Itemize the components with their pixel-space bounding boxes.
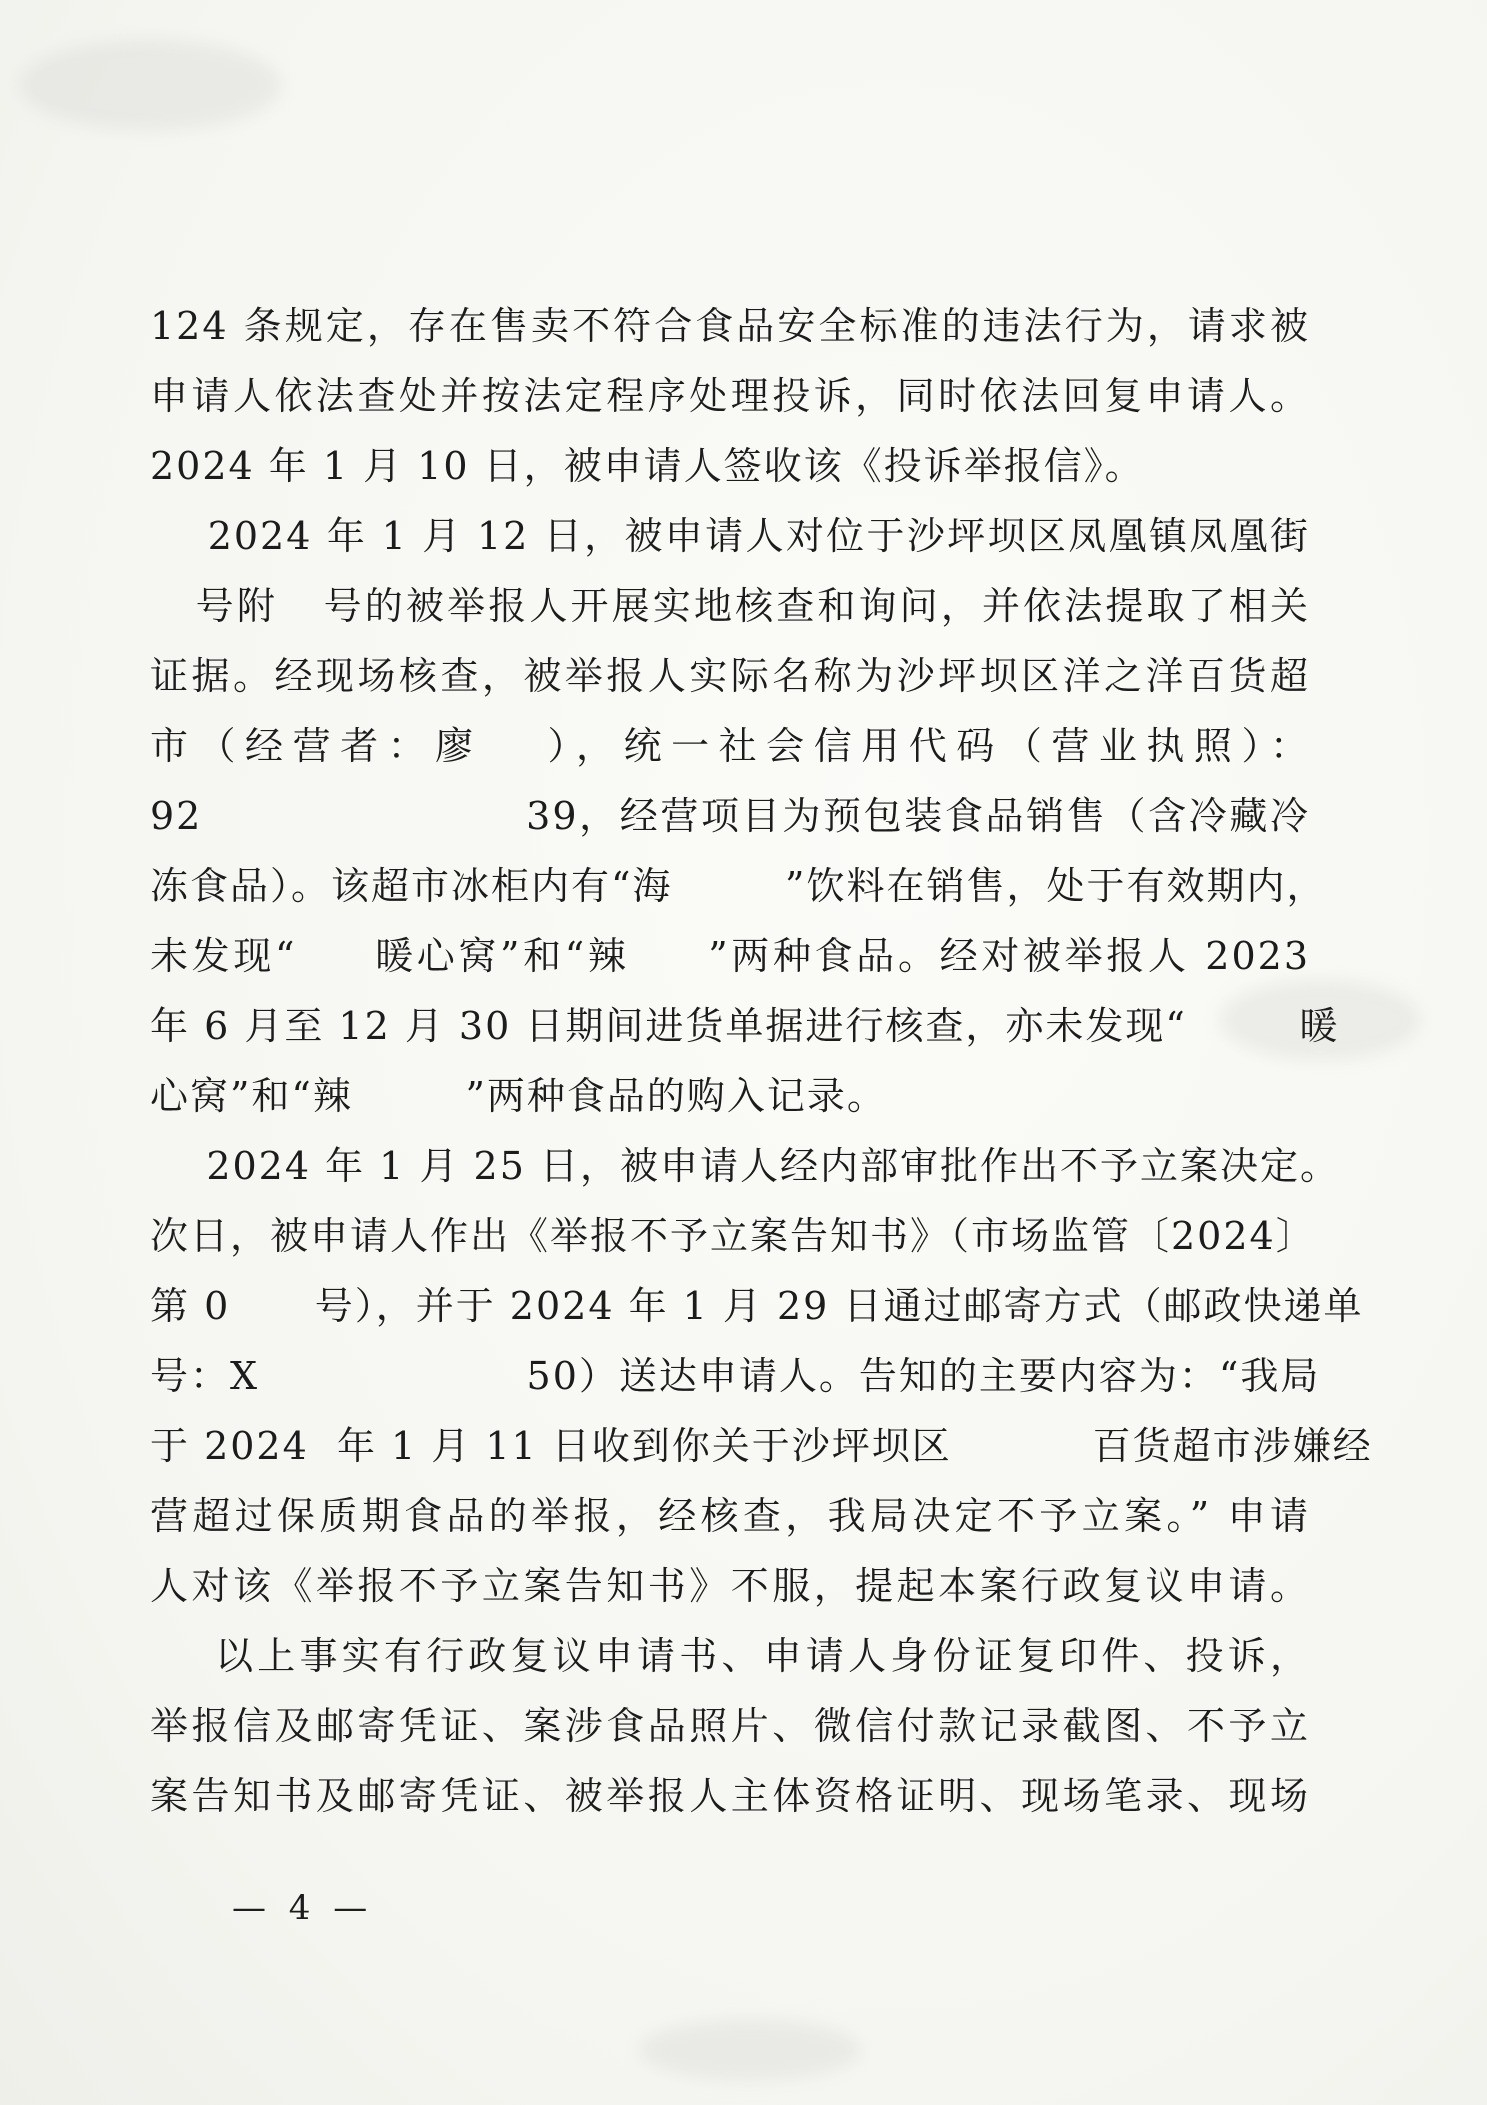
- body-line-18: 营超过保质期食品的举报，经核查，我局决定不予立案。” 申请: [150, 1494, 1310, 1538]
- body-line-2: 申请人依法查处并按法定程序处理投诉，同时依法回复申请人。: [150, 374, 1310, 418]
- body-line-21: 举报信及邮寄凭证、案涉食品照片、微信付款记录截图、不予立: [150, 1704, 1310, 1748]
- body-line-5: 号附 号的被举报人开展实地核查和询问，并依法提取了相关: [150, 584, 1310, 628]
- body-line-15: 第 0 号），并于 2024 年 1 月 29 日通过邮寄方式（邮政快递单: [150, 1284, 1364, 1328]
- body-line-12: 心窝”和“辣 ”两种食品的购入记录。: [150, 1074, 887, 1118]
- body-line-4: 2024 年 1 月 12 日，被申请人对位于沙坪坝区凤凰镇凤凰街: [150, 514, 1310, 558]
- body-line-19: 人对该《举报不予立案告知书》不服，提起本案行政复议申请。: [150, 1564, 1310, 1608]
- body-line-10: 未发现“ 暖心窝”和“辣 ”两种食品。经对被举报人 2023: [150, 934, 1310, 978]
- body-line-16: 号：X 50）送达申请人。告知的主要内容为：“我局: [150, 1354, 1321, 1398]
- body-line-17: 于 2024 年 1 月 11 日收到你关于沙坪坝区 百货超市涉嫌经: [150, 1424, 1373, 1468]
- body-line-6: 证据。经现场核查，被举报人实际名称为沙坪坝区洋之洋百货超: [150, 654, 1310, 698]
- body-line-3: 2024 年 1 月 10 日，被申请人签收该《投诉举报信》。: [150, 444, 1145, 488]
- body-line-1: 124 条规定，存在售卖不符合食品安全标准的违法行为，请求被: [150, 304, 1310, 348]
- body-line-20: 以上事实有行政复议申请书、申请人身份证复印件、投诉，: [150, 1634, 1310, 1678]
- body-line-11: 年 6 月至 12 月 30 日期间进货单据进行核查，亦未发现“ 暖: [150, 1004, 1340, 1048]
- body-line-8: 92 39，经营项目为预包装食品销售（含冷藏冷: [150, 794, 1310, 838]
- body-line-7: 市（经营者：廖 ），统一社会信用代码（营业执照）：: [150, 724, 1310, 768]
- body-line-13: 2024 年 1 月 25 日，被申请人经内部审批作出不予立案决定。: [150, 1144, 1340, 1188]
- body-line-9: 冻食品）。该超市冰柜内有“海 ”饮料在销售，处于有效期内，: [150, 864, 1327, 908]
- scan-smudge: [20, 40, 280, 130]
- body-line-22: 案告知书及邮寄凭证、被举报人主体资格证明、现场笔录、现场: [150, 1774, 1310, 1818]
- body-line-14: 次日，被申请人作出《举报不予立案告知书》（市场监管〔2024〕: [150, 1214, 1316, 1258]
- scan-smudge: [640, 2020, 860, 2080]
- page-number: — 4 —: [232, 1888, 374, 1928]
